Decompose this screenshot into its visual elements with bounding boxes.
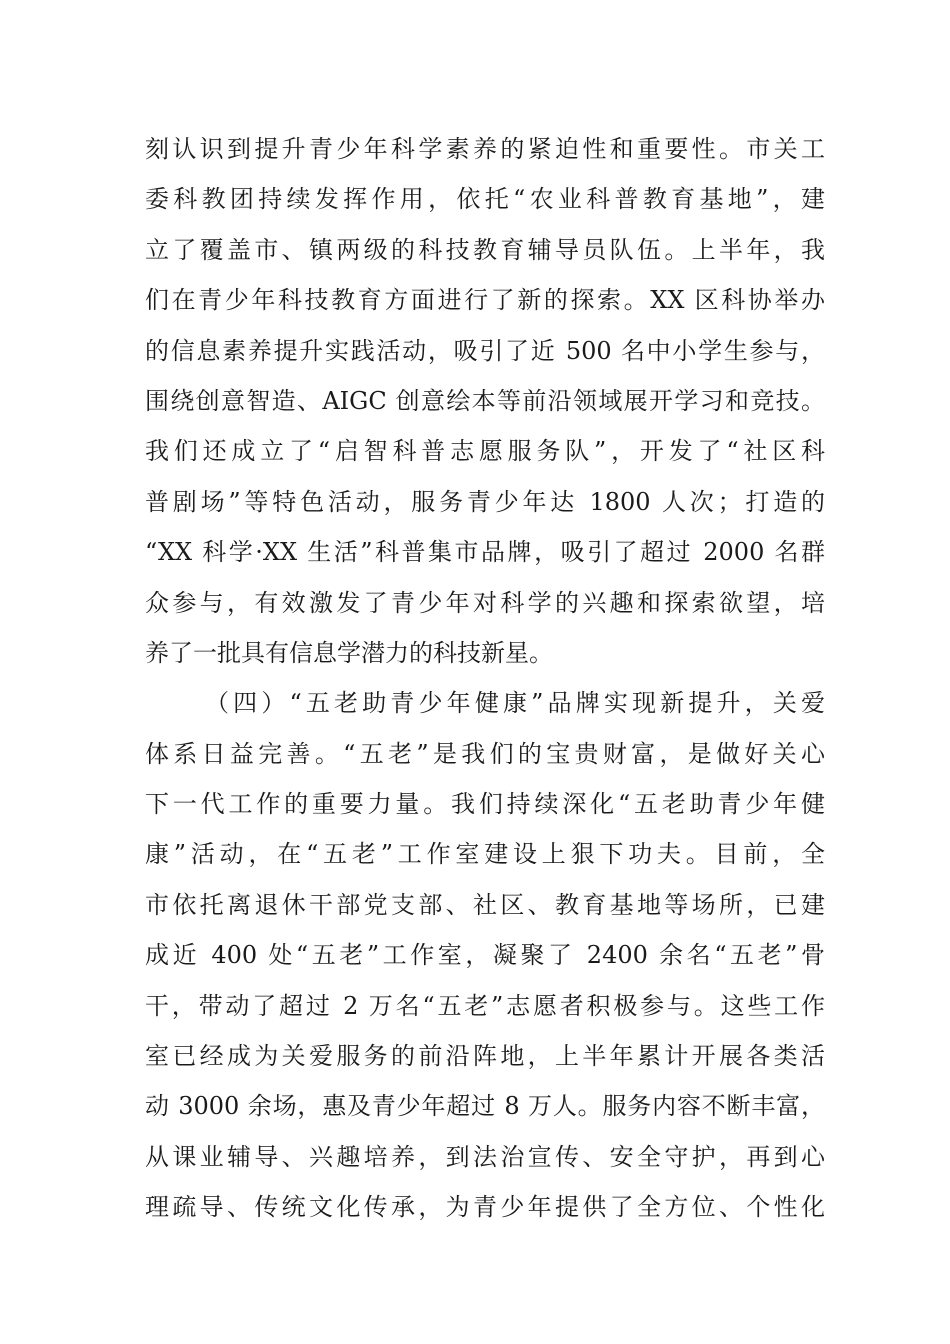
- text-line: 众参与，有效激发了青少年对科学的兴趣和探索欲望，培: [145, 588, 825, 617]
- text-line: 从课业辅导、兴趣培养，到法治宣传、安全守护，再到心: [145, 1142, 825, 1171]
- text-line: 立了覆盖市、镇两级的科技教育辅导员队伍。上半年，我: [145, 235, 825, 264]
- section-heading-line: （四）“五老助青少年健康”品牌实现新提升，关爱: [205, 689, 825, 718]
- text-line: 康”活动，在“五老”工作室建设上狠下功夫。目前，全: [145, 840, 825, 869]
- text-line: 室已经成为关爱服务的前沿阵地，上半年累计开展各类活: [145, 1042, 825, 1071]
- text-line: 普剧场”等特色活动，服务青少年达 1800 人次；打造的: [145, 487, 825, 516]
- text-line: 干，带动了超过 2 万名“五老”志愿者积极参与。这些工作: [145, 991, 825, 1020]
- text-line: 委科教团持续发挥作用，依托“农业科普教育基地”，建: [145, 185, 825, 214]
- text-line: 理疏导、传统文化传承，为青少年提供了全方位、个性化: [145, 1193, 825, 1222]
- text-line: 成近 400 处“五老”工作室，凝聚了 2400 余名“五老”骨: [145, 941, 825, 970]
- text-line: 围绕创意智造、AIGC 创意绘本等前沿领域展开学习和竞技。: [145, 386, 825, 415]
- text-line: 动 3000 余场，惠及青少年超过 8 万人。服务内容不断丰富，: [145, 1092, 825, 1121]
- text-line: “XX 科学·XX 生活”科普集市品牌，吸引了超过 2000 名群: [145, 538, 825, 567]
- document-body: [145, 124, 825, 1233]
- text-line: 们在青少年科技教育方面进行了新的探索。XX 区科协举办: [145, 286, 825, 315]
- text-line: 下一代工作的重要力量。我们持续深化“五老助青少年健: [145, 790, 825, 819]
- text-line: 刻认识到提升青少年科学素养的紧迫性和重要性。市关工: [145, 135, 825, 163]
- text-line: 我们还成立了“启智科普志愿服务队”，开发了“社区科: [145, 437, 825, 466]
- text-line: 的信息素养提升实践活动，吸引了近 500 名中小学生参与，: [145, 336, 825, 365]
- text-line: 体系日益完善。“五老”是我们的宝贵财富，是做好关心: [145, 739, 825, 768]
- paragraph-science-education: [145, 124, 825, 678]
- text-line: 市依托离退休干部党支部、社区、教育基地等场所，已建: [145, 890, 825, 919]
- paragraph-wulao-health: [145, 678, 825, 1232]
- text-line: 养了一批具有信息学潜力的科技新星。: [145, 638, 553, 667]
